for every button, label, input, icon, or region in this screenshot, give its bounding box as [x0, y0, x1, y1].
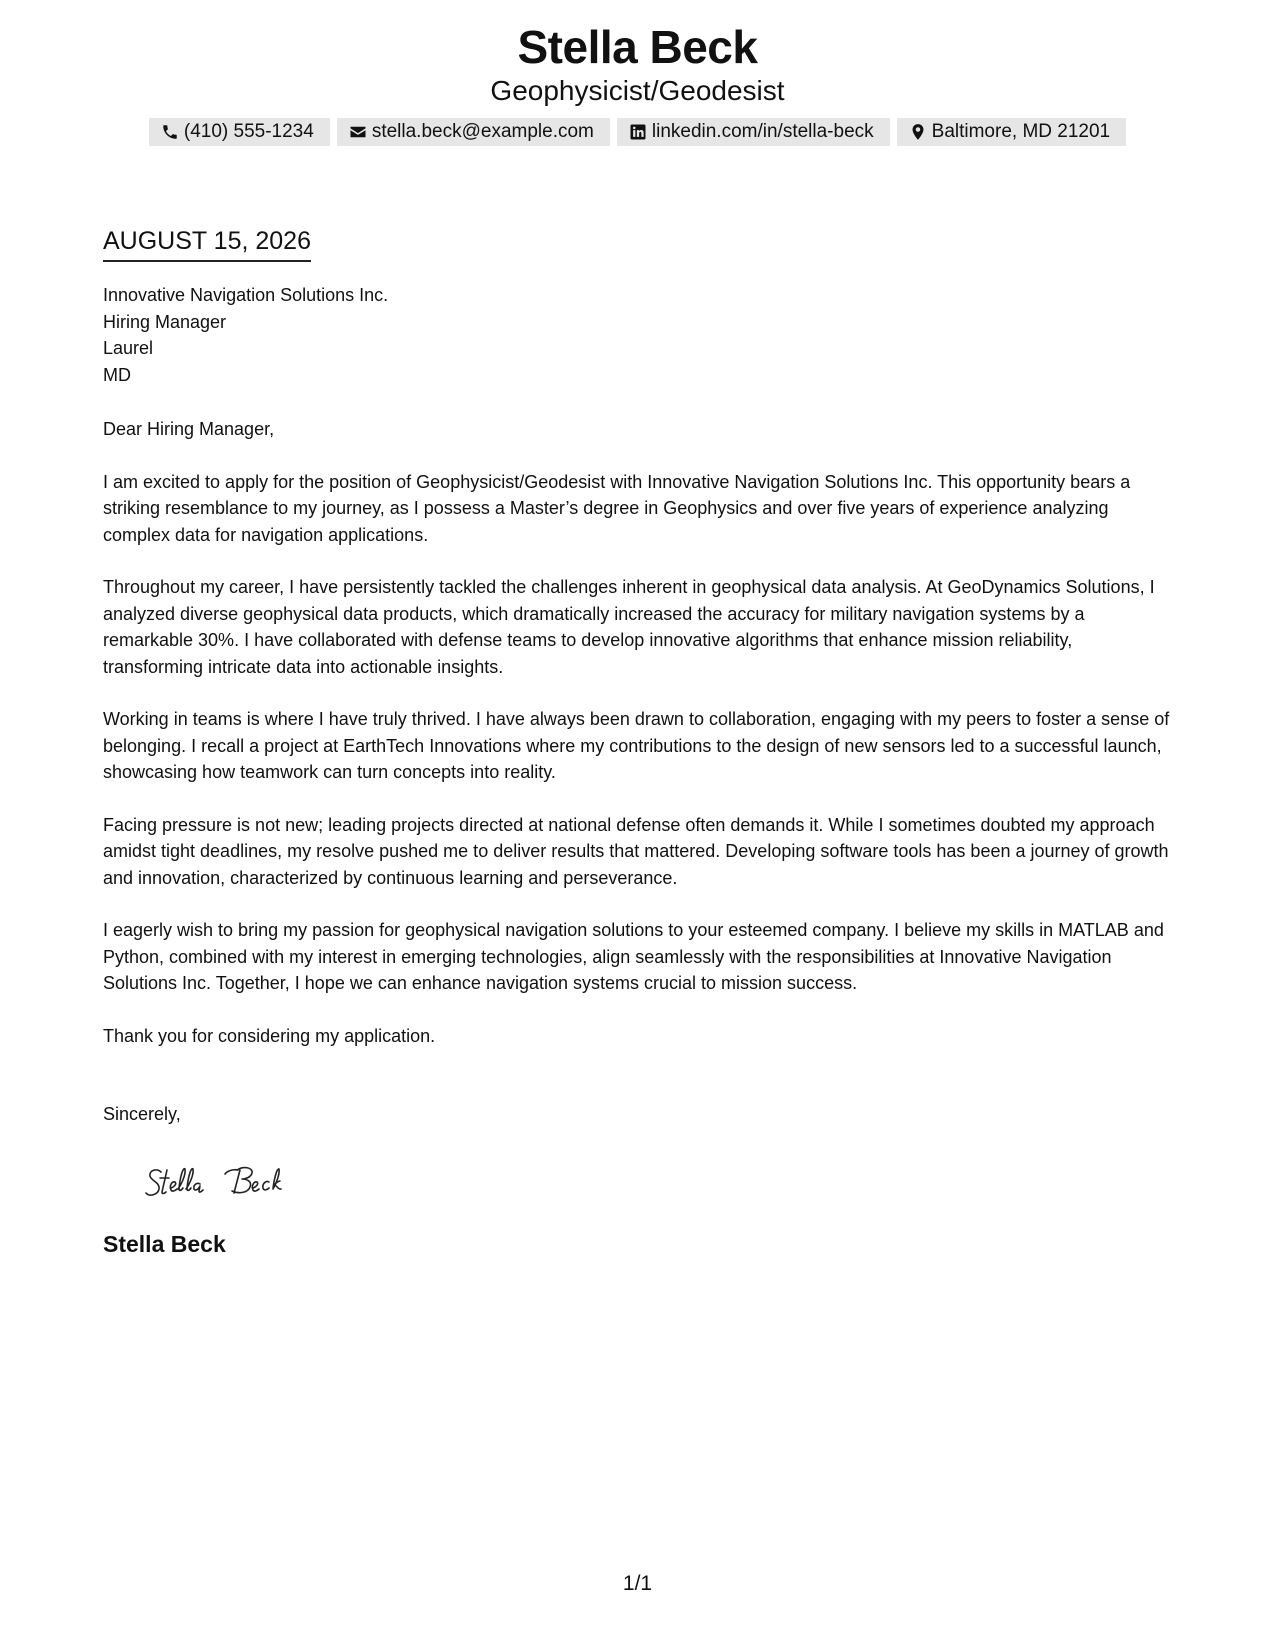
handwritten-signature — [145, 1158, 325, 1208]
contact-linkedin[interactable] — [617, 118, 890, 146]
linkedin-icon — [629, 123, 647, 141]
contact-location — [897, 118, 1126, 146]
body-paragraph: Facing pressure is not new; leading projects directed at national defense often demands it. While I sometimes doubted my approach amidst tight deadlines, my resolve pushed me to deliver results that mattered. Developing software tools has been a journey of growth and innovation, characterized by continuous learning and perseverance. — [103, 814, 1169, 888]
recipient-city: Laurel — [103, 338, 154, 358]
contact-phone-text: (410) 555-1234 — [183, 121, 314, 142]
body-paragraph: Throughout my career, I have persistently tackled the challenges inherent in geophysical data analysis. At GeoDynamics Solutions, I analyzed diverse geophysical data products, which dramatically increased the accuracy for military navigation systems by a remarkable 30%. I have collaborated with defense teams to develop innovative algorithms that enhance mission reliability, transforming intricate data into actionable insights. — [103, 577, 1155, 677]
applicant-title: Geophysicist/Geodesist — [490, 75, 785, 106]
body-paragraph: I am excited to apply for the position of Geophysicist/Geodesist with Innovative Navigation Solutions Inc. This opportunity bears a striking resemblance to my journey, as I possess a Master’s degree in Geophysics and over five years of experience analyzing complex data for navigation applications. — [103, 471, 1131, 545]
applicant-name: Stella Beck — [517, 21, 758, 73]
contact-location-text: Baltimore, MD 21201 — [931, 121, 1111, 142]
closing-line: Sincerely, — [103, 1104, 181, 1124]
phone-icon — [161, 123, 179, 141]
letter-header — [0, 20, 1275, 146]
signer-name: Stella Beck — [103, 1231, 226, 1257]
salutation: Dear Hiring Manager, — [103, 419, 275, 439]
body-paragraph: I eagerly wish to bring my passion for geophysical navigation solutions to your esteemed company. I believe my skills in MATLAB and Python, combined with my interest in emerging technologies, align seamlessly with the responsibilities at Innovative Navigation Solutions Inc. Together, I hope we can enhance navigation systems crucial to mission success. — [103, 920, 1164, 993]
contact-linkedin-text[interactable]: linkedin.com/in/stella-beck — [651, 121, 874, 142]
contact-email-text[interactable]: stella.beck@example.com — [371, 121, 594, 142]
map-marker-icon — [909, 123, 927, 141]
recipient-contact: Hiring Manager — [103, 311, 227, 332]
contact-phone — [149, 118, 330, 146]
letter-body — [103, 224, 1173, 1259]
envelope-icon — [349, 123, 367, 141]
body-paragraph: Working in teams is where I have truly thrived. I have always been drawn to collaboration, engaging with my peers to foster a sense of belonging. I recall a project at EarthTech Innovations where my contributions to the design of new sensors led to a successful launch, showcasing how teamwork can turn concepts into reality. — [103, 709, 1170, 782]
recipient-block — [103, 282, 1173, 388]
thank-you-line: Thank you for considering my application. — [103, 1025, 436, 1046]
contact-email[interactable] — [337, 118, 610, 146]
recipient-company: Innovative Navigation Solutions Inc. — [103, 285, 389, 305]
contact-bar — [0, 118, 1275, 146]
letter-date: AUGUST 15, 2026 — [103, 224, 311, 262]
recipient-state: MD — [103, 364, 131, 385]
page-number: 1/1 — [622, 1572, 653, 1595]
